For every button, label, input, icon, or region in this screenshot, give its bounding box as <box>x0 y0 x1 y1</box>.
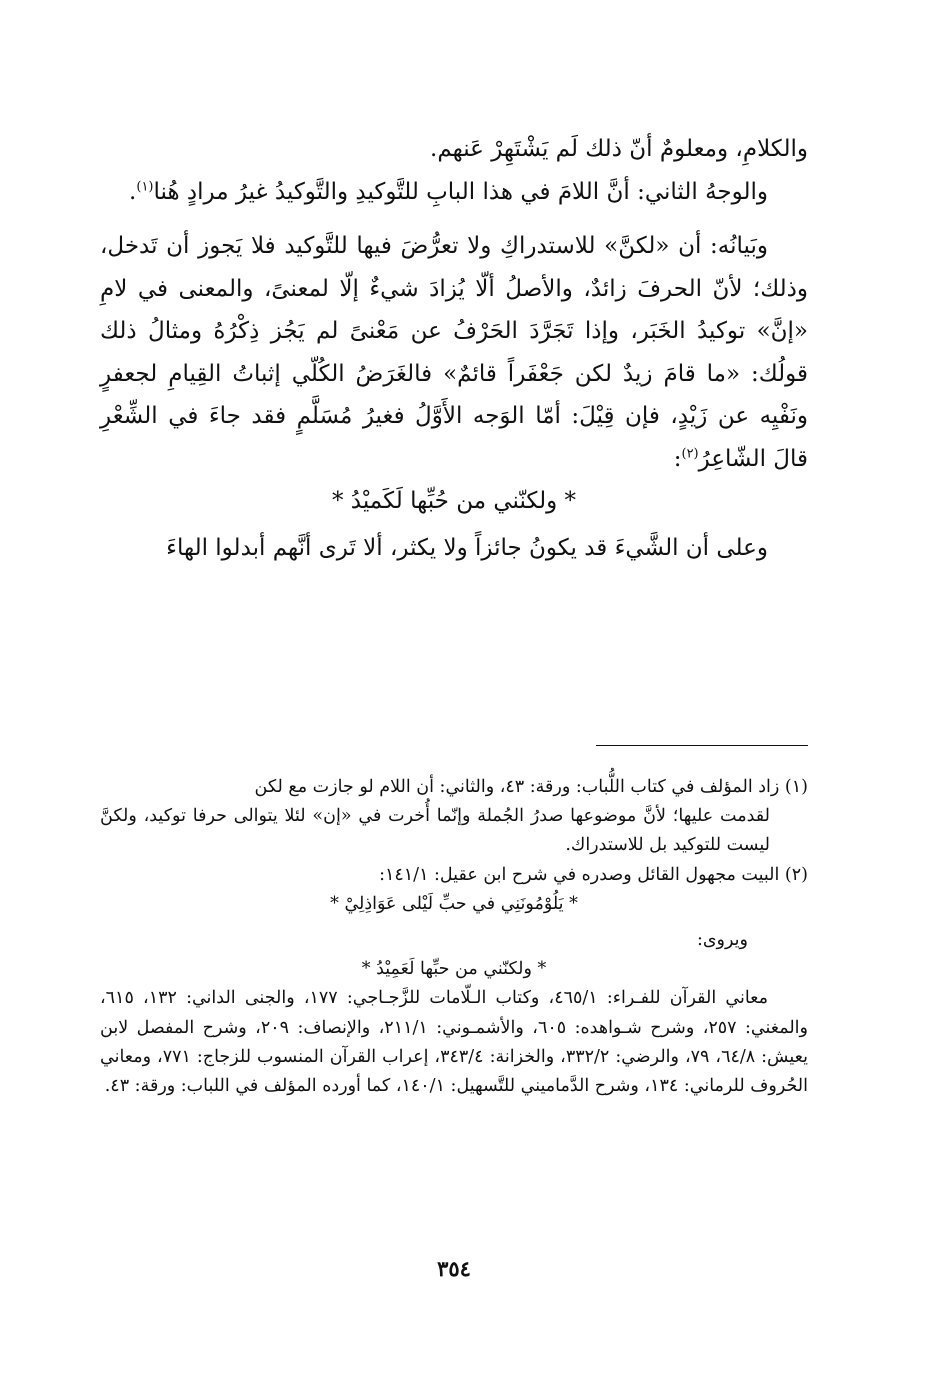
footnote-2-verse-1: * يَلُوْمُونَنِي في حبِّ لَيْلى عَوَاذِلِيْ * <box>330 893 578 914</box>
poetry-verse: * ولكنّني من حُبِّها لَكَميْدُ * <box>331 488 577 514</box>
paragraph-continuation: والكلامِ، ومعلومٌ أنّ ذلك لَم يَشْتَهِرْ عَنهم. <box>430 136 808 162</box>
paragraph-text: فقد جاءَ في الشِّعْرِ قالَ الشّاعِرُ <box>100 403 808 472</box>
footnote-2-references: معاني القرآن للفـراء: ٤٦٥/١، وكتاب الـلّامات للزَّجـاجي: ١٧٧، والجنى الداني: ١٣٢، ٦١٥، والمغني: ٢٥٧، وشرح شـواهده: ٦٠٥، والأشمـوني: ٢١١/١، والإنصاف: ٢٠٩، وشرح المفصل لابن يعيش: ٦٤/٨، ٧٩، والرضي: ٣٣٢/٢، والخزانة: ٣٤٣/٤، إعراب القرآن المنسوب للزجاج: ٧٧١، ومعاني الحُروف للرماني: ١٣٤، وشرح الدَّماميني للتَّسهيل: ١٤٠/١، كما أورده المؤلف في اللباب: ورقة: ٤٣. <box>100 988 808 1097</box>
book-page <box>100 128 808 1328</box>
footnote-ref-2: (٢) <box>681 445 699 461</box>
page-number: ٣٥٤ <box>437 1256 471 1281</box>
paragraph-text: والوجهُ الثاني: أنَّ اللامَ في هذا البابِ للتَّوكيدِ والتَّوكيدُ غيرُ مرادٍ <box>186 178 768 205</box>
footnote-2-verse-2: * ولكنّني من حبِّها لَعَمِيْدُ * <box>361 959 547 980</box>
footnote-1: (١) زاد المؤلف في كتاب اللُّباب: ورقة: ٤٣، والثاني: أن اللام لو جازت مع لكن <box>254 777 808 797</box>
paragraph-text: هُنا <box>153 178 180 205</box>
paragraph-explanation <box>100 225 808 480</box>
paragraph-text: وبَيانُه: أن «لكنَّ» للاستدراكِ ولا تعرُّضَ فيها للتَّوكيد فلا يَجوز أن تَدخل، وذلك؛ لأنّ الحرفَ زائدٌ، والأصلُ ألّا يُزادَ شيءٌ إلّا لمعنىً، والمعنى في لامِ «إنَّ» توكيدُ الخَبَر، وإذا تَجَرَّدَ الحَرْفُ عن مَعْنىً لم يَجُز ذِكْرُهُ ومثالُ ذلك قولُك: «ما قامَ زيدٌ لكن جَعْفَراً قائمٌ» فالغَرَضُ الكُلّي إثباتُ القِيامِ لجعفرٍ ونَفْيِه عن زَيْدٍ، فإن قِيْلَ: أمّا الوَجه الأَوَّلُ فغيرُ مُسَلَّمٍ <box>100 233 809 429</box>
footnote-separator <box>596 745 808 746</box>
paragraph-text: . <box>129 178 137 205</box>
footnote-ref-1: (١) <box>136 178 154 194</box>
paragraph-second-aspect <box>100 171 808 214</box>
paragraph-text: : <box>673 445 682 472</box>
footnote-2: (٢) البيت مجهول القائل وصدره في شرح ابن عقيل: ١٤١/١: <box>379 864 808 885</box>
paragraph-last: وعلى أن الشَّيءَ قد يكونُ جائزاً ولا يكثر، ألا تَرى أنَّهم أبدلوا الهاءَ <box>166 534 768 561</box>
footnote-2-yurwa: ويروى: <box>696 930 748 951</box>
footnote-1-continuation: لقدمت عليها؛ لأنَّ موضوعها صدرُ الجُملة وإنّما أُخرت في «إن» لئلا يتوالى حرفا توكيد، ولكنَّ ليست للتوكيد بل للاستدراك. <box>100 806 770 856</box>
main-text <box>100 128 808 569</box>
footnotes <box>100 773 808 1101</box>
